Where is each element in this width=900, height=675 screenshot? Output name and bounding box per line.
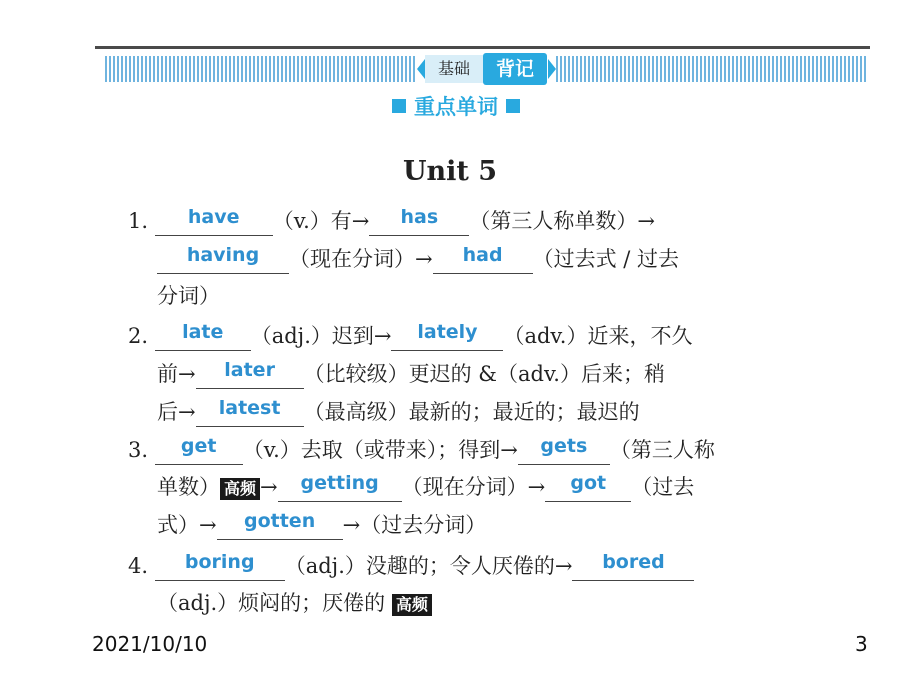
item-1-line-2	[157, 243, 679, 274]
item-2-line-3	[157, 396, 640, 427]
item-text: →	[260, 475, 278, 499]
section-title	[392, 91, 520, 121]
item-3-line-2	[157, 471, 694, 502]
badge-arrow-right-icon	[548, 59, 556, 79]
item-1-line-3	[157, 281, 220, 311]
item-3-line-3	[157, 509, 486, 540]
header-stripe-right	[556, 56, 867, 82]
answer-blank: boring	[155, 550, 285, 581]
footer-date: 2021/10/10	[92, 632, 208, 656]
section-badge	[417, 53, 556, 85]
square-bullet-icon	[506, 99, 520, 113]
answer-blank: has	[369, 205, 469, 236]
item-4-line-2	[157, 588, 432, 618]
item-text: （第三人称	[609, 438, 715, 462]
badge-label-basic: 基础	[425, 55, 483, 83]
answer-blank: bored	[572, 550, 694, 581]
answer-blank: getting	[278, 471, 402, 502]
item-text: （v.）有→	[272, 209, 370, 233]
item-text: （现在分词）→	[289, 247, 433, 271]
item-text: 单数）	[157, 475, 220, 499]
item-4-line-1	[128, 550, 694, 581]
item-text: （adj.）迟到→	[250, 324, 392, 348]
item-1-line-1	[128, 205, 655, 236]
answer-blank: later	[196, 358, 304, 389]
badge-label-memorize: 背记	[483, 53, 547, 85]
answer-blank: gotten	[217, 509, 343, 540]
header-stripe-left	[105, 56, 417, 82]
item-text: →（过去分词）	[342, 513, 487, 537]
item-2-line-2	[157, 358, 665, 389]
answer-blank: having	[157, 243, 289, 274]
page-number: 3	[855, 632, 868, 656]
top-rule	[95, 46, 870, 49]
item-text: （过去式 / 过去	[532, 247, 680, 271]
answer-blank: got	[545, 471, 631, 502]
badge-arrow-left-icon	[417, 59, 425, 79]
answer-blank: latest	[196, 396, 304, 427]
item-text: （现在分词）→	[401, 475, 546, 499]
high-frequency-tag: 高频	[392, 594, 432, 616]
item-text: （adj.）烦闷的；厌倦的	[157, 591, 392, 615]
item-3-line-1	[128, 434, 715, 465]
item-text: 分词）	[157, 284, 220, 308]
item-text: （比较级）更迟的 &（adv.）后来；稍	[303, 362, 665, 386]
item-number: 1.	[128, 209, 155, 233]
square-bullet-icon	[392, 99, 406, 113]
high-frequency-tag: 高频	[220, 478, 260, 500]
answer-blank: had	[433, 243, 533, 274]
answer-blank: lately	[391, 320, 503, 351]
item-text: 前→	[157, 362, 196, 386]
item-number: 4.	[128, 554, 155, 578]
item-text: 式）→	[157, 513, 217, 537]
item-2-line-1	[128, 320, 692, 351]
item-number: 3.	[128, 438, 155, 462]
answer-blank: late	[155, 320, 251, 351]
item-text: （最高级）最新的；最近的；最迟的	[303, 400, 640, 424]
unit-title: Unit 5	[402, 156, 498, 187]
answer-blank: get	[155, 434, 243, 465]
item-number: 2.	[128, 324, 155, 348]
item-text: （v.）去取（或带来）；得到→	[242, 438, 518, 462]
item-text: （adv.）近来，不久	[503, 324, 693, 348]
item-text: （过去	[631, 475, 695, 499]
item-text: （第三人称单数）→	[469, 209, 655, 233]
answer-blank: have	[155, 205, 273, 236]
item-text: 后→	[157, 400, 196, 424]
item-text: （adj.）没趣的；令人厌倦的→	[284, 554, 573, 578]
answer-blank: gets	[518, 434, 610, 465]
section-title-text: 重点单词	[414, 95, 498, 119]
